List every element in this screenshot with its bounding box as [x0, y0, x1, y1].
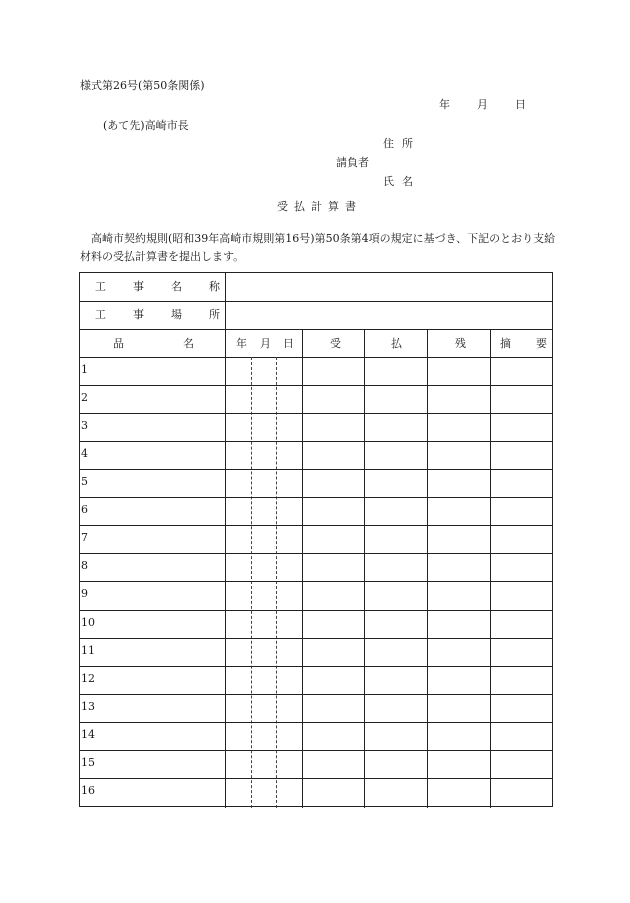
- project-name-label: 工事名称: [95, 280, 247, 293]
- form-number: 様式第26号(第50条関係): [80, 79, 205, 92]
- col-date-year: 年: [236, 337, 247, 350]
- row-number: 4: [81, 447, 88, 461]
- table-row-divider: [80, 413, 552, 414]
- row-number: 15: [81, 755, 95, 769]
- row-number: 5: [81, 475, 88, 489]
- table-column-divider: [490, 329, 491, 808]
- material-table: [79, 272, 553, 807]
- row-number: 16: [81, 783, 95, 797]
- col-remarks-b: 要: [536, 337, 547, 350]
- date-year-label: 年: [439, 98, 450, 111]
- contractor-label: 請負者: [336, 156, 369, 169]
- row-number: 10: [81, 615, 95, 629]
- table-row-divider: [80, 441, 552, 442]
- date-day-label: 日: [515, 98, 526, 111]
- table-row-divider: [80, 553, 552, 554]
- addressee: (あて先)高崎市長: [103, 119, 189, 132]
- row-number: 11: [81, 643, 95, 657]
- row-number: 1: [81, 363, 88, 376]
- date-subdivider: [251, 357, 252, 808]
- col-date-month: 月: [260, 337, 271, 350]
- body-text: 高崎市契約規則(昭和39年高崎市規則第16号)第50条第4項の規定に基づき、下記のとおり支給材料の受払計算書を提出します。: [80, 232, 556, 263]
- row-number: 3: [81, 419, 88, 433]
- table-row-divider: [80, 722, 552, 723]
- row-number: 12: [81, 671, 95, 685]
- col-remarks-a: 摘: [500, 337, 511, 350]
- col-date-day: 日: [283, 337, 294, 350]
- row-number: 8: [81, 559, 88, 573]
- row-number: 13: [81, 699, 95, 713]
- document-title: 受払計算書: [277, 200, 362, 213]
- col-payment: 払: [391, 337, 402, 350]
- project-site-label: 工事場所: [95, 308, 247, 321]
- col-balance: 残: [455, 337, 466, 350]
- col-item-header-b: 名: [183, 337, 194, 350]
- table-row-divider: [80, 638, 552, 639]
- table-row-divider: [80, 469, 552, 470]
- table-row-divider: [80, 666, 552, 667]
- row-number: 2: [81, 391, 88, 405]
- table-row-divider: [80, 497, 552, 498]
- table-row-divider: [80, 385, 552, 386]
- table-divider: [80, 357, 552, 358]
- table-column-divider: [427, 329, 428, 808]
- table-row-divider: [80, 778, 552, 779]
- table-column-divider: [364, 329, 365, 808]
- name-label: 氏名: [383, 175, 421, 188]
- date-subdivider: [276, 357, 277, 808]
- row-number: 7: [81, 531, 88, 545]
- table-row-divider: [80, 694, 552, 695]
- date-month-label: 月: [477, 98, 488, 111]
- address-label: 住所: [383, 137, 421, 150]
- col-receipt: 受: [330, 337, 341, 350]
- table-divider: [80, 329, 552, 330]
- row-number: 9: [81, 587, 88, 601]
- col-item-header-a: 品: [113, 337, 124, 350]
- table-row-divider: [80, 525, 552, 526]
- row-number: 6: [81, 503, 88, 517]
- table-row-divider: [80, 750, 552, 751]
- row-number: 14: [81, 727, 95, 741]
- table-column-divider: [302, 329, 303, 808]
- table-row-divider: [80, 581, 552, 582]
- table-divider: [80, 301, 552, 302]
- table-column-divider: [225, 273, 226, 808]
- table-row-divider: [80, 610, 552, 611]
